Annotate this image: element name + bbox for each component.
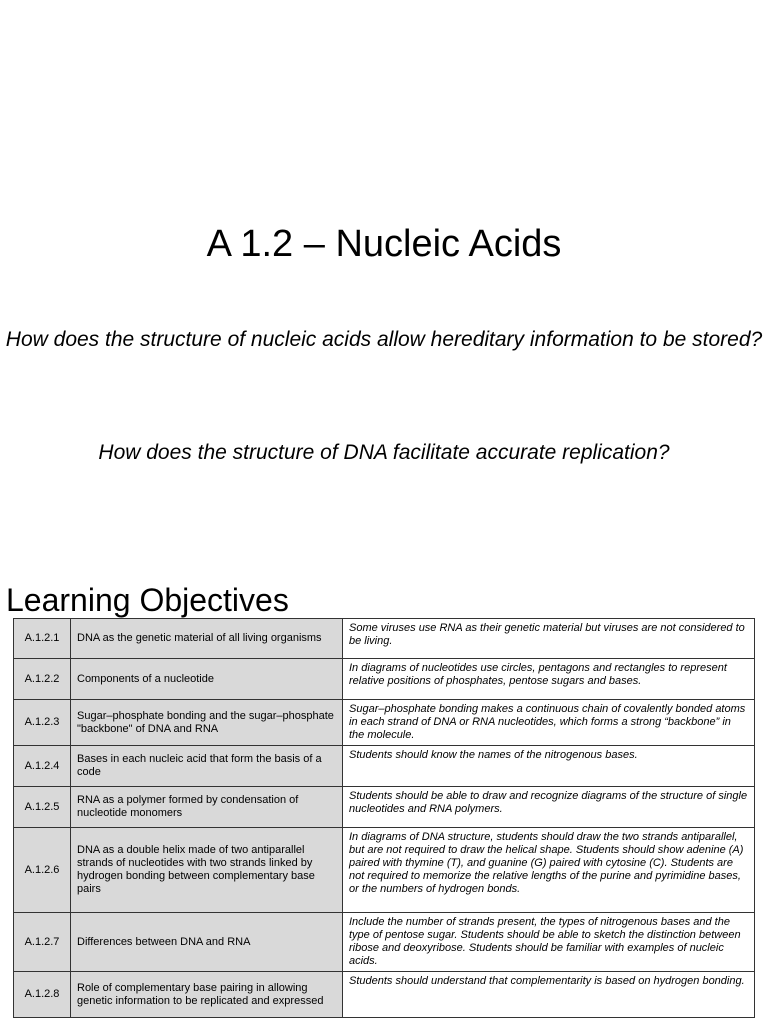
objective-topic: DNA as the genetic material of all living organisms [71,619,343,659]
objective-guidance: Students should be able to draw and recognize diagrams of the structure of single nucleotides and RNA polymers. [343,787,755,828]
objective-guidance: Sugar–phosphate bonding makes a continuous chain of covalently bonded atoms in each strand of DNA or RNA nucleotides, which forms a strong “backbone” in the molecule. [343,700,755,746]
objective-code: A.1.2.8 [14,972,71,1018]
objective-code: A.1.2.7 [14,913,71,972]
objective-code: A.1.2.3 [14,700,71,746]
objective-code: A.1.2.2 [14,659,71,700]
slide-title: A 1.2 – Nucleic Acids [206,223,562,265]
objective-guidance: Some viruses use RNA as their genetic material but viruses are not considered to be living. [343,619,755,659]
table-row [14,659,755,700]
objective-topic: Components of a nucleotide [71,659,343,700]
objective-guidance: In diagrams of DNA structure, students should draw the two strands antiparallel, but are not required to draw the helical shape. Students should show adenine (A) paired with thymine (T), and guanine (G) paired with cytosine (C). Students are not required to memorize the relative lengths of the purine and pyrimidine bases, or the numbers of hydrogen bonds. [343,828,755,913]
objective-topic: Sugar–phosphate bonding and the sugar–phosphate "backbone" of DNA and RNA [71,700,343,746]
objective-code: A.1.2.5 [14,787,71,828]
objective-guidance: Students should understand that complementarity is based on hydrogen bonding. [343,972,755,1018]
guiding-question-1: How does the structure of nucleic acids allow hereditary information to be stored? [5,328,763,351]
table-row [14,619,755,659]
table-row [14,972,755,1018]
table-row [14,700,755,746]
table-row [14,787,755,828]
objective-topic: Bases in each nucleic acid that form the basis of a code [71,746,343,787]
learning-objectives-table [13,618,755,1018]
table-row [14,746,755,787]
objective-code: A.1.2.1 [14,619,71,659]
objective-guidance: In diagrams of nucleotides use circles, pentagons and rectangles to represent relative positions of phosphates, pentose sugars and bases. [343,659,755,700]
table-row [14,913,755,972]
learning-objectives-heading: Learning Objectives [6,582,289,618]
objective-topic: Differences between DNA and RNA [71,913,343,972]
guiding-question-2: How does the structure of DNA facilitate accurate replication? [98,441,670,464]
objective-topic: Role of complementary base pairing in allowing genetic information to be replicated and expressed [71,972,343,1018]
objective-code: A.1.2.6 [14,828,71,913]
objective-code: A.1.2.4 [14,746,71,787]
objective-topic: DNA as a double helix made of two antiparallel strands of nucleotides with two strands linked by hydrogen bonding between complementary base pairs [71,828,343,913]
objective-guidance: Include the number of strands present, the types of nitrogenous bases and the type of pentose sugar. Students should be able to sketch the distinction between ribose and deoxyribose. Students should be familiar with examples of nucleic acids. [343,913,755,972]
table-row [14,828,755,913]
objective-guidance: Students should know the names of the nitrogenous bases. [343,746,755,787]
objective-topic: RNA as a polymer formed by condensation of nucleotide monomers [71,787,343,828]
